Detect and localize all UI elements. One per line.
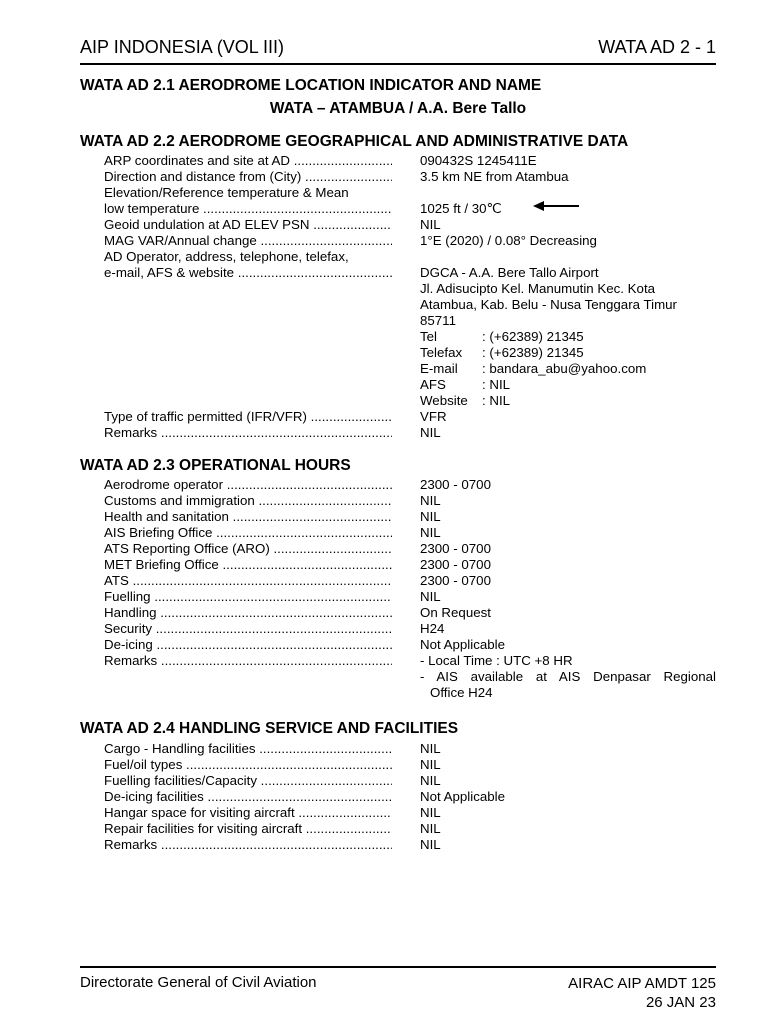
afs-line [420,377,510,393]
aerodrome-name: WATA – ATAMBUA / A.A. Bere Tallo [269,100,527,117]
ops-row [104,573,716,589]
magvar-label: MAG VAR/Annual change ..... [104,233,392,249]
facility-row-label: Fuel/oil types ..... [104,757,392,773]
traffic-label: Type of traffic permitted (IFR/VFR) ..... [104,409,392,425]
header-page-ref: WATA AD 2 - 1 [598,37,716,57]
ops-remarks-line-3: Office H24 [430,685,493,700]
page-header [80,37,716,61]
facility-row-value: Not Applicable [420,789,506,804]
footer-rule [80,966,716,968]
facility-row-value: NIL [420,837,441,852]
elevation-row-2 [104,201,716,217]
ops-row [104,509,716,525]
facility-row-label: Repair facilities for visiting aircraft ..... [104,821,392,837]
operator-label-2: e-mail, AFS & website ..... [104,265,392,281]
ops-row-label: Handling ..... [104,605,392,621]
ops-row-label: ATS Reporting Office (ARO) ..... [104,541,392,557]
footer-publisher: Directorate General of Civil Aviation [80,974,317,991]
ops-row [104,653,716,669]
ops-row-value: H24 [420,621,445,636]
ops-row-label: Fuelling ..... [104,589,392,605]
ops-row-value: - Local Time : UTC +8 HR [420,653,573,668]
operator-row-1 [104,249,716,265]
header-rule [80,63,716,65]
ops-row-value: 2300 - 0700 [420,557,491,572]
magvar-row [104,233,716,249]
elevation-value: 1025 ft / 30℃ [420,201,502,216]
facility-row-value: NIL [420,821,441,836]
afs-value: : NIL [482,377,511,392]
email-label: E-mail [420,361,458,376]
facility-row-value: NIL [420,773,441,788]
ops-remarks-row [104,669,716,685]
website-label: Website [420,393,468,408]
facility-row-label: Remarks ..... [104,837,392,853]
tel-value: : (+62389) 21345 [482,329,584,344]
operator-postcode: 85711 [420,313,456,328]
elevation-label-2: low temperature ..... [104,201,392,217]
footer-amendment [568,974,716,1012]
ops-row [104,605,716,621]
ops-row-label: Aerodrome operator ..... [104,477,392,493]
ops-row-value: NIL [420,589,441,604]
ops-row-label: ATS ..... [104,573,392,589]
ops-row [104,541,716,557]
facility-row [104,741,716,757]
arp-row [104,153,716,169]
tel-label: Tel [420,329,437,344]
website-line [420,393,510,409]
ops-remarks-line-2: - AIS available at AIS Denpasar Regional [420,669,716,684]
ops-row-value: 2300 - 0700 [420,541,491,556]
operator-label-1: AD Operator, address, telephone, telefax, [104,249,349,264]
remarks-label: Remarks ..... [104,425,392,441]
facility-row-value: NIL [420,757,441,772]
ops-row [104,493,716,509]
footer-amendment-date: 26 JAN 23 [645,994,716,1011]
facility-row [104,821,716,837]
geoid-label: Geoid undulation at AD ELEV PSN ..... [104,217,392,233]
ops-row-label: Health and sanitation ..... [104,509,392,525]
ops-row-value: NIL [420,493,441,508]
geoid-row [104,217,716,233]
direction-value: 3.5 km NE from Atambua [420,169,569,184]
facility-row [104,837,716,853]
section-2-1-title: WATA AD 2.1 AERODROME LOCATION INDICATOR AND NAME [80,77,542,94]
fax-line [420,345,584,361]
fax-label: Telefax [420,345,463,360]
elevation-row-1 [104,185,716,201]
direction-label: Direction and distance from (City) ..... [104,169,392,185]
facility-row-label: De-icing facilities ..... [104,789,392,805]
facility-row-value: NIL [420,805,441,820]
facility-row [104,789,716,805]
fax-value: : (+62389) 21345 [482,345,584,360]
tel-line [420,329,584,345]
ops-row [104,637,716,653]
arp-value: 090432S 1245411E [420,153,537,168]
ops-row-label: Remarks ..... [104,653,392,669]
geoid-value: NIL [420,217,441,232]
magvar-value: 1°E (2020) / 0.08° Decreasing [420,233,597,248]
facility-row-label: Hangar space for visiting aircraft ..... [104,805,392,821]
ops-row [104,589,716,605]
ops-row [104,525,716,541]
ops-row-value: 2300 - 0700 [420,573,491,588]
ops-row-value: NIL [420,509,441,524]
ops-row-label: De-icing ..... [104,637,392,653]
ops-row-value: 2300 - 0700 [420,477,491,492]
facility-row [104,805,716,821]
section-2-3-title: WATA AD 2.3 OPERATIONAL HOURS [80,457,351,474]
ops-row-value: Not Applicable [420,637,506,652]
facility-row-label: Cargo - Handling facilities ..... [104,741,392,757]
ops-row [104,477,716,493]
remarks-row [104,425,716,441]
facility-row-label: Fuelling facilities/Capacity ..... [104,773,392,789]
ops-row-label: Security ..... [104,621,392,637]
operator-name: DGCA - A.A. Bere Tallo Airport [420,265,599,280]
website-value: : NIL [482,393,511,408]
afs-label: AFS [420,377,446,392]
traffic-value: VFR [420,409,447,424]
arp-label: ARP coordinates and site at AD ..... [104,153,392,169]
traffic-row [104,409,716,425]
ops-row [104,557,716,573]
ops-row-label: AIS Briefing Office ..... [104,525,392,541]
email-line [420,361,646,377]
operator-address-2: Atambua, Kab. Belu - Nusa Tenggara Timur [420,297,677,312]
section-2-2-title: WATA AD 2.2 AERODROME GEOGRAPHICAL AND ADMINISTRATIVE DATA [80,133,629,150]
ops-row-label: MET Briefing Office ..... [104,557,392,573]
direction-row [104,169,716,185]
operator-address-1: Jl. Adisucipto Kel. Manumutin Kec. Kota [420,281,656,296]
remarks-value: NIL [420,425,441,440]
header-publication: AIP INDONESIA (VOL III) [80,37,285,57]
ops-row-value: On Request [420,605,491,620]
facility-row-value: NIL [420,741,441,756]
facility-row [104,757,716,773]
email-value: : bandara_abu@yahoo.com [482,361,647,376]
ops-row-value: NIL [420,525,441,540]
ops-row-label: Customs and immigration ..... [104,493,392,509]
section-2-4-title: WATA AD 2.4 HANDLING SERVICE AND FACILITIES [80,720,459,737]
ops-row [104,621,716,637]
left-arrow-icon [533,199,579,213]
elevation-label-1: Elevation/Reference temperature & Mean [104,185,349,200]
operator-row-2 [104,265,716,281]
footer-amendment-number: AIRAC AIP AMDT 125 [568,975,716,992]
facility-row [104,773,716,789]
